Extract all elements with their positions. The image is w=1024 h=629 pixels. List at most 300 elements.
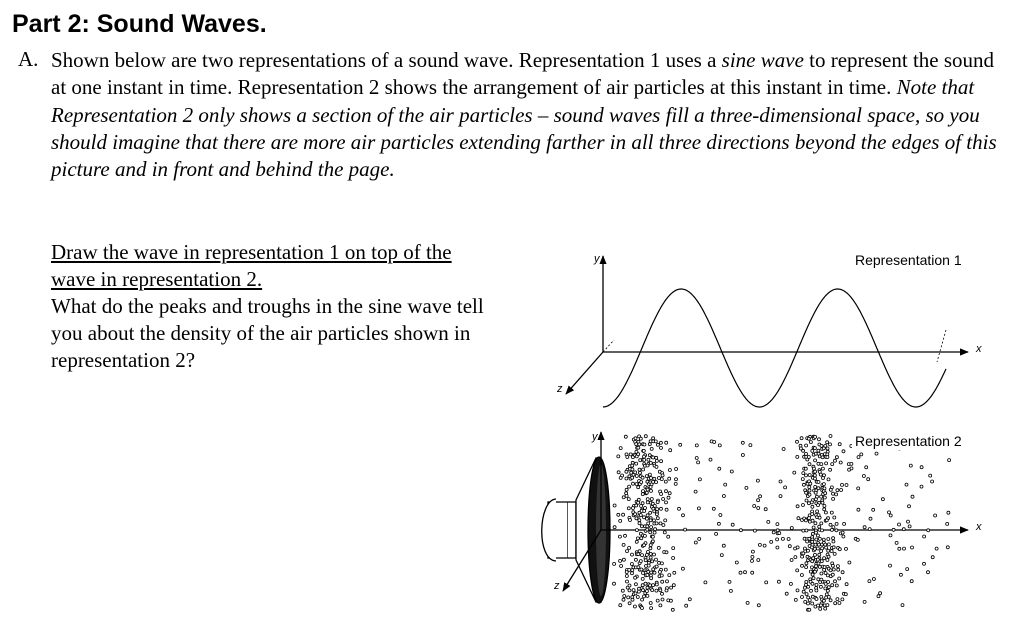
air-particle	[679, 443, 682, 446]
air-particle	[818, 553, 821, 556]
air-particle	[811, 573, 814, 576]
air-particle	[811, 449, 814, 452]
air-particle	[644, 507, 647, 510]
air-particle	[630, 563, 633, 566]
air-particle	[832, 568, 835, 571]
air-particle	[617, 471, 620, 474]
air-particle	[796, 546, 799, 549]
rep1-label: Representation 1	[855, 252, 962, 268]
air-particle	[749, 444, 752, 447]
air-particle	[785, 592, 788, 595]
air-particle	[624, 534, 627, 537]
section-heading: Part 2: Sound Waves.	[12, 10, 267, 38]
air-particle	[788, 545, 791, 548]
air-particle	[613, 562, 616, 565]
air-particle	[637, 446, 640, 449]
air-particle	[834, 602, 837, 605]
air-particle	[640, 568, 643, 571]
air-particle	[814, 553, 817, 556]
air-particle	[845, 547, 848, 550]
air-particle	[796, 455, 799, 458]
air-particle	[653, 553, 656, 556]
air-particle	[641, 493, 644, 496]
air-particle	[818, 525, 821, 528]
air-particle	[645, 553, 648, 556]
rep1-z-axis-back	[603, 340, 614, 352]
air-particle	[868, 528, 871, 531]
air-particle	[835, 529, 838, 532]
air-particle	[637, 486, 640, 489]
air-particle	[649, 552, 652, 555]
air-particle	[646, 574, 649, 577]
air-particle	[632, 507, 635, 510]
air-particle	[635, 475, 638, 478]
air-particle	[784, 486, 787, 489]
air-particle	[821, 501, 824, 504]
air-particle	[833, 516, 836, 519]
air-particle	[808, 474, 811, 477]
air-particle	[824, 543, 827, 546]
air-particle	[857, 456, 860, 459]
air-particle	[825, 462, 828, 465]
air-particle	[642, 468, 645, 471]
air-particle	[664, 568, 667, 571]
air-particle	[628, 485, 631, 488]
air-particle	[643, 544, 646, 547]
air-particle	[756, 479, 759, 482]
air-particle	[820, 444, 823, 447]
air-particle	[667, 535, 670, 538]
air-particle	[879, 592, 882, 595]
air-particle	[638, 519, 641, 522]
air-particle	[646, 594, 649, 597]
air-particle	[655, 459, 658, 462]
air-particle	[651, 535, 654, 538]
air-particle	[816, 558, 819, 561]
air-particle	[671, 608, 674, 611]
air-particle	[638, 443, 641, 446]
rep1-sine-wave	[603, 289, 946, 407]
air-particle	[796, 589, 799, 592]
air-particle	[682, 514, 685, 517]
air-particle	[829, 468, 832, 471]
air-particle	[624, 435, 627, 438]
air-particle	[819, 473, 822, 476]
air-particle	[715, 532, 718, 535]
air-particle	[659, 441, 662, 444]
air-particle	[802, 552, 805, 555]
air-particle	[770, 540, 773, 543]
air-particle	[822, 447, 825, 450]
air-particle	[810, 501, 813, 504]
air-particle	[923, 535, 926, 538]
air-particle	[807, 437, 810, 440]
air-particle	[835, 493, 838, 496]
air-particle	[948, 459, 951, 462]
air-particle	[668, 469, 671, 472]
air-particle	[906, 568, 909, 571]
air-particle	[842, 450, 845, 453]
air-particle	[757, 604, 760, 607]
air-particle	[652, 437, 655, 440]
air-particle	[806, 540, 809, 543]
air-particle	[802, 590, 805, 593]
air-particle	[829, 443, 832, 446]
air-particle	[835, 456, 838, 459]
air-particle	[650, 571, 653, 574]
air-particle	[644, 559, 647, 562]
air-particle	[827, 586, 830, 589]
air-particle	[675, 478, 678, 481]
air-particle	[822, 538, 825, 541]
air-particle	[627, 498, 630, 501]
air-particle	[613, 526, 616, 529]
air-particle	[651, 560, 654, 563]
air-particle	[681, 567, 684, 570]
air-particle	[646, 501, 649, 504]
air-particle	[814, 522, 817, 525]
air-particle	[659, 604, 662, 607]
air-particle	[646, 525, 649, 528]
air-particle	[625, 494, 628, 497]
air-particle	[814, 570, 817, 573]
air-particle	[931, 556, 934, 559]
air-particle	[815, 598, 818, 601]
air-particle	[819, 607, 822, 610]
air-particle	[782, 448, 785, 451]
air-particle	[817, 543, 820, 546]
air-particle	[728, 580, 731, 583]
air-particle	[807, 585, 810, 588]
air-particle	[832, 540, 835, 543]
air-particle	[637, 590, 640, 593]
air-particle	[661, 474, 664, 477]
air-particle	[831, 584, 834, 587]
air-particle	[662, 498, 665, 501]
air-particle	[807, 549, 810, 552]
air-particle	[642, 572, 645, 575]
air-particle	[704, 581, 707, 584]
draw-instruction: Draw the wave in representation 1 on top of the wave in representation 2.	[51, 240, 452, 291]
air-particle	[672, 584, 675, 587]
air-particle	[881, 498, 884, 501]
air-particle	[655, 589, 658, 592]
air-particle	[649, 461, 652, 464]
air-particle	[709, 458, 712, 461]
air-particle	[662, 524, 665, 527]
air-particle	[829, 488, 832, 491]
air-particle	[739, 529, 742, 532]
air-particle	[817, 504, 820, 507]
air-particle	[642, 490, 645, 493]
air-particle	[661, 580, 664, 583]
air-particle	[744, 571, 747, 574]
air-particle	[625, 470, 628, 473]
air-particle	[811, 602, 814, 605]
air-particle	[920, 466, 923, 469]
air-particle	[627, 596, 630, 599]
rep1-end-guide	[937, 330, 946, 362]
air-particle	[713, 441, 716, 444]
air-particle	[834, 580, 837, 583]
air-particle	[946, 522, 949, 525]
air-particle	[832, 497, 835, 500]
air-particle	[636, 596, 639, 599]
air-particle	[801, 564, 804, 567]
air-particle	[947, 511, 950, 514]
air-particle	[641, 577, 644, 580]
air-particle	[829, 523, 832, 526]
air-particle	[660, 507, 663, 510]
air-particle	[718, 467, 721, 470]
air-particle	[665, 589, 668, 592]
question-letter: A.	[18, 47, 39, 71]
air-particle	[827, 538, 830, 541]
air-particle	[663, 531, 666, 534]
air-particle	[631, 468, 634, 471]
air-particle	[649, 531, 652, 534]
air-particle	[649, 486, 652, 489]
air-particle	[669, 599, 672, 602]
air-particle	[927, 571, 930, 574]
air-particle	[805, 562, 808, 565]
air-particle	[632, 589, 635, 592]
air-particle	[660, 574, 663, 577]
air-particle	[665, 490, 668, 493]
air-particle	[841, 571, 844, 574]
air-particle	[640, 481, 643, 484]
air-particle	[763, 544, 766, 547]
air-particle	[910, 580, 913, 583]
air-particle	[817, 562, 820, 565]
air-particle	[794, 556, 797, 559]
air-particle	[826, 441, 829, 444]
air-particle	[826, 447, 829, 450]
air-particle	[675, 468, 678, 471]
air-particle	[631, 572, 634, 575]
air-particle	[643, 443, 646, 446]
air-particle	[751, 571, 754, 574]
density-question: What do the peaks and troughs in the sine wave tell you about the density of the air particles shown in representation 2?	[51, 294, 484, 372]
air-particle	[935, 547, 938, 550]
air-particle	[618, 535, 621, 538]
air-particle	[660, 493, 663, 496]
air-particle	[829, 435, 832, 438]
air-particle	[777, 580, 780, 583]
air-particle	[815, 589, 818, 592]
air-particle	[811, 560, 814, 563]
air-particle	[808, 599, 811, 602]
air-particle	[622, 558, 625, 561]
air-particle	[811, 582, 814, 585]
air-particle	[645, 517, 648, 520]
air-particle	[872, 578, 875, 581]
air-particle	[757, 499, 760, 502]
air-particle	[674, 482, 677, 485]
air-particle	[848, 561, 851, 564]
air-particle	[631, 569, 634, 572]
air-particle	[839, 461, 842, 464]
air-particle	[827, 549, 830, 552]
sine-wave-term: sine wave	[721, 48, 804, 72]
air-particle	[813, 547, 816, 550]
air-particle	[631, 464, 634, 467]
air-particle	[660, 460, 663, 463]
air-particle	[889, 514, 892, 517]
air-particle	[619, 604, 622, 607]
air-particle	[823, 508, 826, 511]
air-particle	[651, 589, 654, 592]
air-particle	[637, 501, 640, 504]
air-particle	[718, 444, 721, 447]
air-particle	[628, 589, 631, 592]
rep2-z-label: z	[554, 580, 560, 592]
air-particle	[831, 573, 834, 576]
air-particle	[637, 553, 640, 556]
air-particle	[827, 581, 830, 584]
air-particle	[808, 608, 811, 611]
air-particle	[800, 437, 803, 440]
air-particle	[911, 546, 914, 549]
air-particle	[719, 514, 722, 517]
air-particle	[812, 557, 815, 560]
air-particle	[823, 504, 826, 507]
air-particle	[826, 604, 829, 607]
air-particle	[655, 465, 658, 468]
air-particle	[801, 596, 804, 599]
air-particle	[655, 565, 658, 568]
air-particle	[655, 456, 658, 459]
air-particle	[741, 454, 744, 457]
air-particle	[617, 513, 620, 516]
air-particle	[802, 529, 805, 532]
air-particle	[668, 574, 671, 577]
air-particle	[821, 467, 824, 470]
air-particle	[735, 561, 738, 564]
rep2-label: Representation 2	[855, 433, 962, 449]
air-particle	[802, 504, 805, 507]
air-particle	[643, 455, 646, 458]
air-particle	[695, 457, 698, 460]
air-particle	[826, 559, 829, 562]
air-particle	[639, 471, 642, 474]
rep1-z-label: z	[557, 383, 563, 395]
rep2-y-label: y	[592, 431, 598, 443]
air-particle	[759, 495, 762, 498]
air-particle	[898, 547, 901, 550]
air-particle	[660, 478, 663, 481]
air-particle	[808, 517, 811, 520]
air-particle	[832, 546, 835, 549]
air-particle	[712, 507, 715, 510]
air-particle	[649, 511, 652, 514]
air-particle	[931, 480, 934, 483]
air-particle	[731, 523, 734, 526]
air-particle	[649, 547, 652, 550]
air-particle	[805, 499, 808, 502]
air-particle	[807, 602, 810, 605]
air-particle	[659, 589, 662, 592]
air-particle	[836, 598, 839, 601]
air-particle	[820, 560, 823, 563]
air-particle	[751, 550, 754, 553]
air-particle	[831, 564, 834, 567]
air-particle	[745, 486, 748, 489]
air-particle	[642, 449, 645, 452]
air-particle	[656, 599, 659, 602]
air-particle	[817, 449, 820, 452]
air-particle	[649, 519, 652, 522]
air-particle	[814, 531, 817, 534]
air-particle	[634, 583, 637, 586]
air-particle	[809, 441, 812, 444]
air-particle	[644, 582, 647, 585]
question-text-2: to represent the sound at one instant in time. Representation 2 shows the arrangement of air particles at this instant in time.	[51, 48, 995, 100]
air-particle	[641, 554, 644, 557]
air-particle	[645, 491, 648, 494]
air-particle	[899, 573, 902, 576]
air-particle	[811, 532, 814, 535]
air-particle	[820, 572, 823, 575]
air-particle	[767, 520, 770, 523]
air-particle	[627, 507, 630, 510]
air-particle	[902, 528, 905, 531]
air-particle	[830, 511, 833, 514]
air-particle	[818, 438, 821, 441]
air-particle	[857, 508, 860, 511]
air-particle	[639, 437, 642, 440]
air-particle	[631, 598, 634, 601]
air-particle	[801, 478, 804, 481]
air-particle	[741, 441, 744, 444]
air-particle	[808, 463, 811, 466]
air-particle	[815, 565, 818, 568]
air-particle	[646, 488, 649, 491]
air-particle	[796, 440, 799, 443]
air-particle	[685, 604, 688, 607]
air-particle	[625, 488, 628, 491]
air-particle	[850, 467, 853, 470]
air-particle	[660, 562, 663, 565]
air-particle	[800, 574, 803, 577]
air-particle	[812, 467, 815, 470]
air-particle	[804, 519, 807, 522]
air-particle	[805, 474, 808, 477]
air-particle	[814, 491, 817, 494]
air-particle	[827, 555, 830, 558]
air-particle	[907, 520, 910, 523]
air-particle	[656, 517, 659, 520]
air-particle	[751, 559, 754, 562]
air-particle	[845, 484, 848, 487]
air-particle	[826, 456, 829, 459]
air-particle	[841, 483, 844, 486]
air-particle	[646, 528, 649, 531]
air-particle	[634, 437, 637, 440]
air-particle	[835, 584, 838, 587]
air-particle	[649, 584, 652, 587]
air-particle	[814, 459, 817, 462]
air-particle	[840, 489, 843, 492]
rep1-y-label: y	[594, 253, 600, 265]
air-particle	[678, 507, 681, 510]
air-particle	[635, 540, 638, 543]
air-particle	[838, 443, 841, 446]
air-particle	[814, 435, 817, 438]
air-particle	[649, 602, 652, 605]
air-particle	[889, 564, 892, 567]
air-particle	[865, 466, 868, 469]
